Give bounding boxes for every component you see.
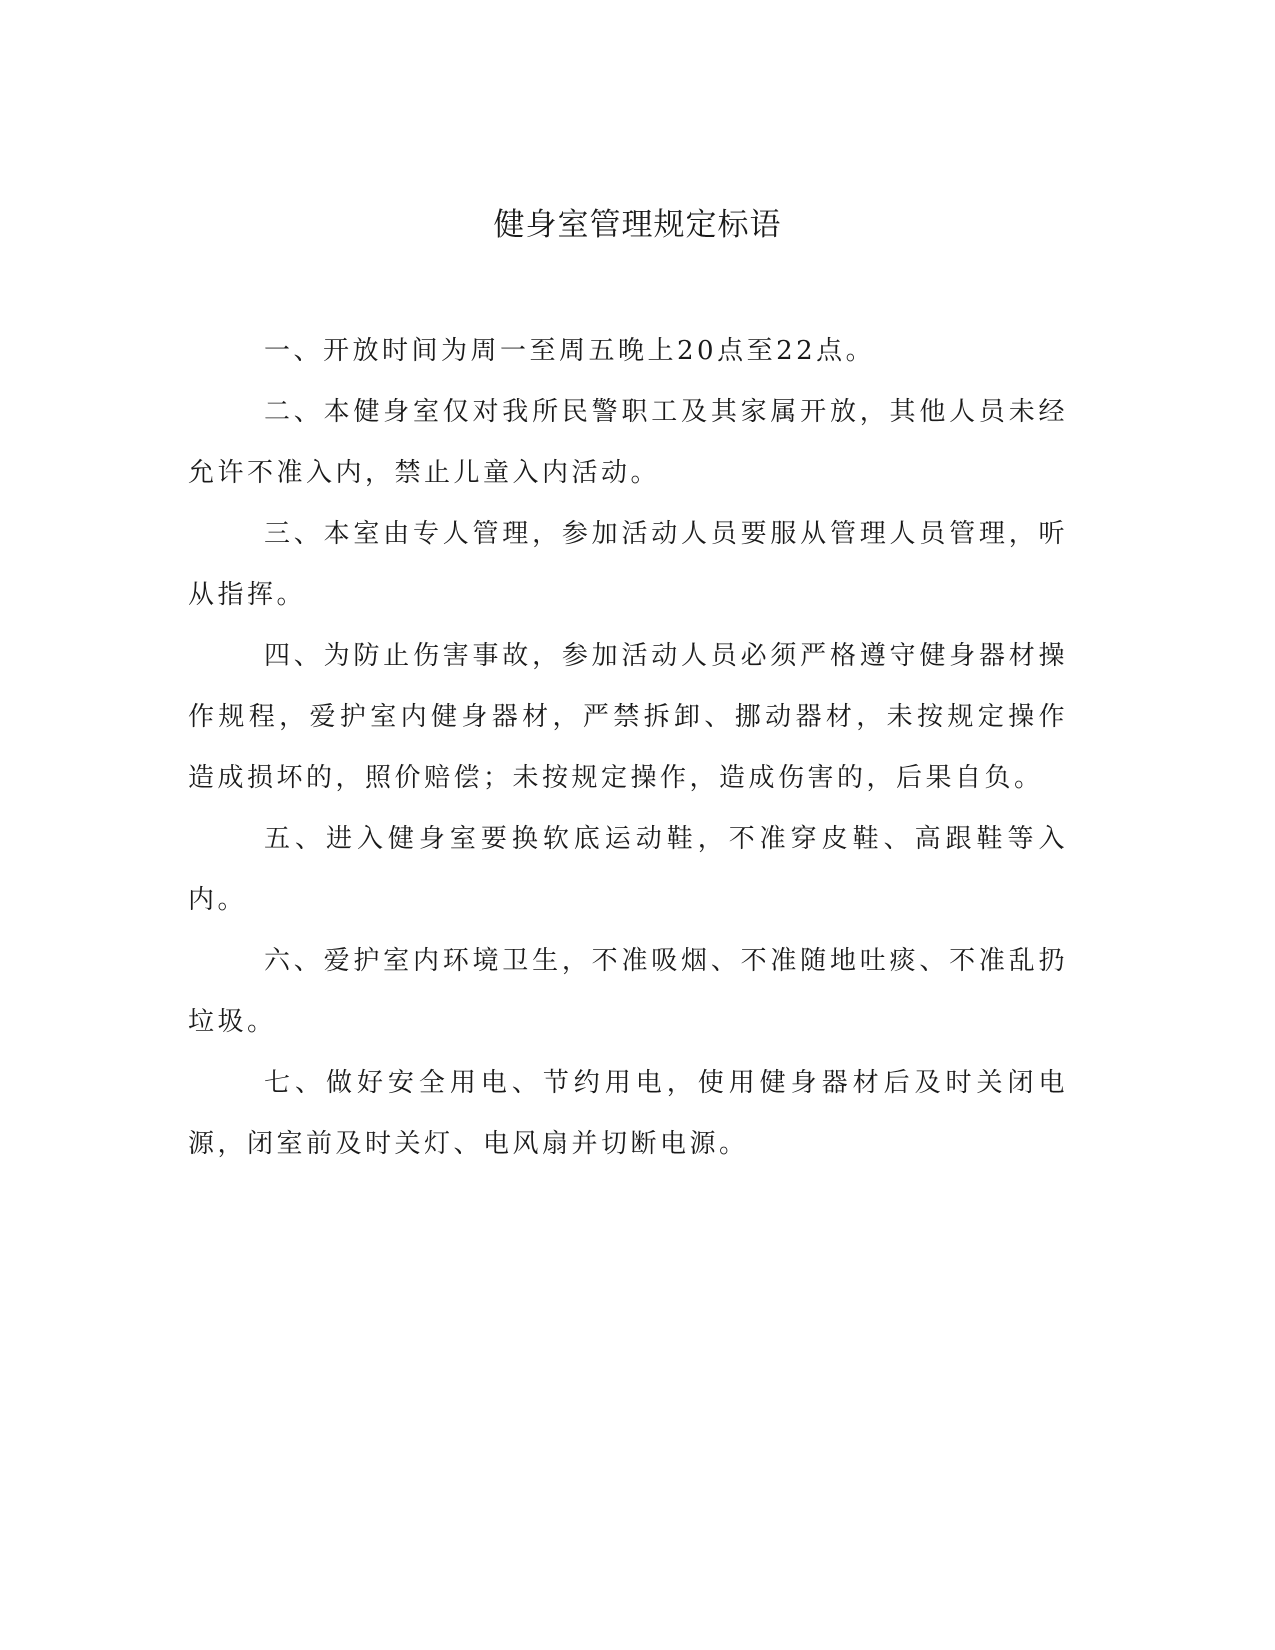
- rule-2: 二、本健身室仅对我所民警职工及其家属开放，其他人员未经允许不准入内，禁止儿童入内活动。: [188, 397, 1068, 488]
- rule-6: 六、爱护室内环境卫生，不准吸烟、不准随地吐痰、不准乱扔垃圾。: [188, 946, 1068, 1037]
- rule-4: 四、为防止伤害事故，参加活动人员必须严格遵守健身器材操作规程，爱护室内健身器材，严禁拆卸、挪动器材，未按规定操作造成损坏的，照价赔偿；未按规定操作，造成伤害的，后果自负。: [188, 641, 1068, 793]
- rule-3: 三、本室由专人管理，参加活动人员要服从管理人员管理，听从指挥。: [188, 519, 1068, 610]
- rules-body: [188, 321, 1068, 1175]
- rule-7: 七、做好安全用电、节约用电，使用健身器材后及时关闭电源，闭室前及时关灯、电风扇并切断电源。: [188, 1068, 1068, 1159]
- page-title: 健身室管理规定标语: [493, 207, 782, 243]
- rule-5: 五、进入健身室要换软底运动鞋，不准穿皮鞋、高跟鞋等入内。: [188, 824, 1068, 915]
- rule-1: 一、开放时间为周一至周五晚上20点至22点。: [264, 336, 876, 366]
